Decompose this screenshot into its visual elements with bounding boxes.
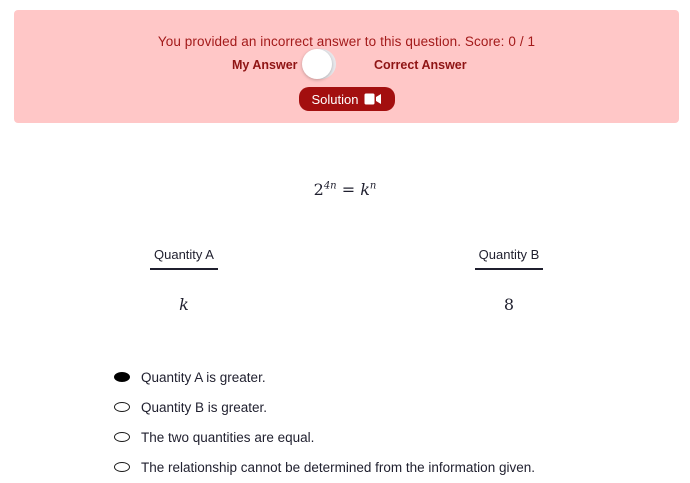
choice-cannot-be-determined[interactable]	[114, 452, 674, 482]
quantity-b-underline	[475, 268, 543, 270]
quantity-a-header	[150, 247, 218, 270]
quantity-b-value: 8	[503, 295, 515, 314]
radio-button[interactable]	[114, 402, 130, 412]
quantity-a-label: Quantity A	[154, 247, 214, 262]
choice-label: The relationship cannot be determined from the information given.	[141, 459, 535, 475]
answer-choices	[114, 362, 674, 482]
choice-label: Quantity B is greater.	[141, 399, 268, 415]
equation-equals: =	[341, 180, 356, 199]
choice-quantity-a-greater[interactable]	[114, 362, 674, 392]
equation-base: 2	[313, 180, 324, 199]
equation-exponent-left: 4n	[323, 180, 337, 192]
choice-label: Quantity A is greater.	[141, 369, 266, 385]
equation-var: k	[360, 180, 370, 199]
correct-answer-label[interactable]: Correct Answer	[374, 58, 467, 72]
solution-button[interactable]	[299, 87, 395, 111]
toggle-knob[interactable]	[302, 49, 332, 79]
my-answer-label[interactable]: My Answer	[232, 58, 298, 72]
quantity-b-header	[475, 247, 543, 270]
answer-toggle-row	[14, 49, 679, 81]
quantity-b-label: Quantity B	[478, 247, 540, 262]
question-equation	[0, 180, 690, 199]
choice-quantities-equal[interactable]	[114, 422, 674, 452]
choice-quantity-b-greater[interactable]	[114, 392, 674, 422]
feedback-banner	[14, 10, 679, 123]
quantity-a-underline	[150, 268, 218, 270]
radio-button[interactable]	[114, 372, 130, 382]
equation-exponent-right: n	[369, 180, 377, 192]
feedback-message: You provided an incorrect answer to this question. Score: 0 / 1	[157, 34, 536, 49]
video-icon	[364, 93, 382, 105]
solution-label: Solution	[311, 91, 359, 107]
radio-button[interactable]	[114, 432, 130, 442]
radio-button[interactable]	[114, 462, 130, 472]
quantity-a-value: k	[179, 295, 189, 314]
choice-label: The two quantities are equal.	[141, 429, 315, 445]
answer-toggle-switch[interactable]	[304, 49, 336, 79]
